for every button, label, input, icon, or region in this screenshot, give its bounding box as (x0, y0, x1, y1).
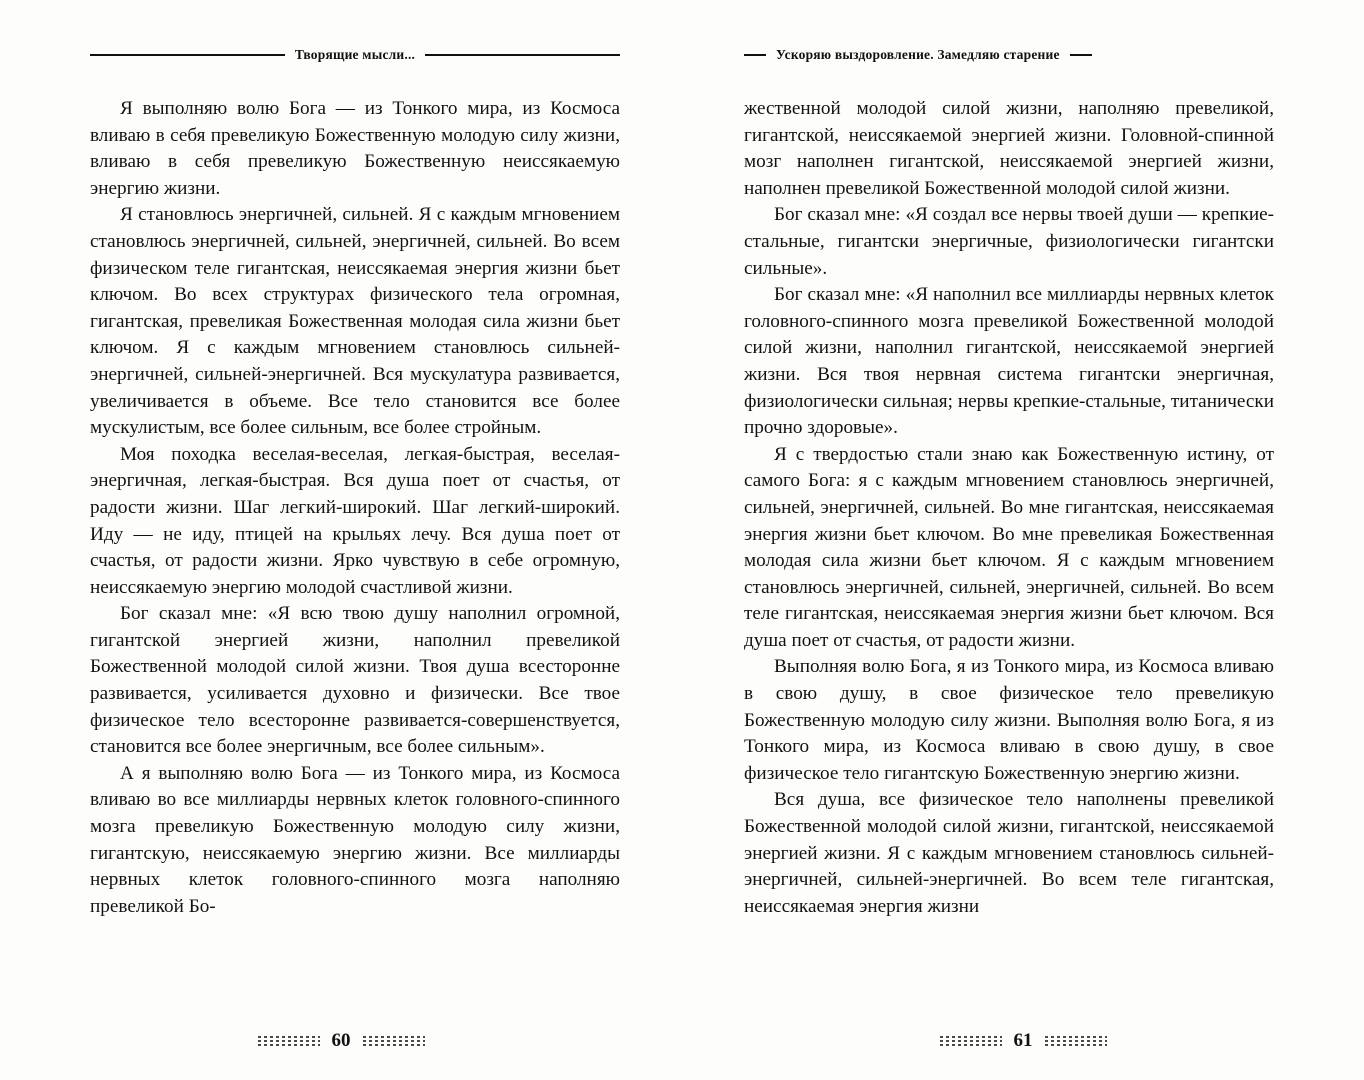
paragraph: Моя походка веселая-веселая, легкая-быстрая, веселая-энергичная, легкая-быстрая. Вся душа поет от счастья, от радости жизни. Шаг легкий-широкий. Шаг легкий-широкий. Иду — не иду, птицей на крыльях лечу. Вся душа поет от счастья, от радости жизни. Ярко чувствую в себе огромную, неиссякаемую энергию молодой счастливой жизни. (90, 443, 620, 598)
running-head-left-title: Творящие мысли... (294, 47, 416, 62)
paragraph: Я с твердостью стали знаю как Божественную истину, от самого Бога: я с каждым мгновением становлюсь энергичней, сильней, энергичней, сильней. Во мне гигантская, неиссякаемая энергия жизни бьет ключом. Во мне превеликая Божественная молодая сила жизни бьет ключом. Я с каждым мгновением становлюсь энергичней, сильней, энергичней, сильней. Во всем теле гигантская, неиссякаемая энергия жизни бьет ключом. Вся душа поет от счастья, от радости жизни. (744, 443, 1274, 651)
rule-right (1070, 54, 1092, 56)
paragraph: жественной молодой силой жизни, наполняю превеликой, гигантской, неиссякаемой энергией жизни. Головной-спинной мозг наполнен гигантской, неиссякаемой энергией жизни, наполнен превеликой Божественной молодой силой жизни. (744, 98, 1274, 199)
ornament-icon (940, 1034, 1002, 1048)
paragraph: Я выполняю волю Бога — из Тонкого мира, из Космоса вливаю в себя превеликую Божественную молодую силу жизни, вливаю в себя превеликую Божественную неиссякаемую энергию жизни. (90, 98, 620, 199)
right-page-body (744, 96, 1274, 920)
page-number: 61 (1013, 1030, 1033, 1051)
folio-right (682, 1030, 1364, 1052)
rule-left (90, 54, 285, 56)
paragraph: Выполняя волю Бога, я из Тонкого мира, из Космоса вливаю в свою душу, в свое физическое тело превеликую Божественную молодую силу жизни. Выполняя волю Бога, я из Тонкого мира, из Космоса вливаю в свою душу, в свое физическое тело гигантскую Божественную энергию жизни. (744, 656, 1274, 784)
paragraph: Бог сказал мне: «Я всю твою душу наполнил огромной, гигантской энергией жизни, наполнил превеликой Божественной молодой силой жизни. Твоя душа всесторонне развивается, усиливается духовно и физически. Все твое физическое тело всесторонне развивается-совершенствуется, становится все более энергичным, все более сильным». (90, 603, 620, 758)
running-head-right (744, 40, 1274, 70)
ornament-icon (1045, 1034, 1107, 1048)
paragraph: Бог сказал мне: «Я наполнил все миллиарды нервных клеток головного-спинного мозга превеликой Божественной молодой силой жизни, наполнил гигантской, неиссякаемой энергией жизни. Вся твоя нервная система гигантски энергичная, физиологически сильная; нервы крепкие-стальные, титанически прочно здоровые». (744, 284, 1274, 439)
rule-right (425, 54, 620, 56)
ornament-icon (363, 1034, 425, 1048)
folio-left (0, 1030, 682, 1052)
left-page-body (90, 96, 620, 920)
paragraph: Бог сказал мне: «Я создал все нервы твоей души — крепкие-стальные, гигантски энергичные, физиологически гигантски сильные». (744, 204, 1274, 279)
ornament-icon (258, 1034, 320, 1048)
running-head-left (90, 40, 620, 70)
running-head-right-title: Ускоряю выздоровление. Замедляю старение (776, 47, 1060, 62)
paragraph: А я выполняю волю Бога — из Тонкого мира, из Космоса вливаю во все миллиарды нервных клеток головного-спинного мозга превеликую Божественную молодую силу жизни, гигантскую, неиссякаемую энергию жизни. Все миллиарды нервных клеток головного-спинного мозга наполняю превеликой Бо- (90, 762, 620, 917)
rule-left (744, 54, 766, 56)
page-number: 60 (331, 1030, 351, 1051)
paragraph: Я становлюсь энергичней, сильней. Я с каждым мгновением становлюсь энергичней, сильней, энергичней, сильней. Во всем физическом теле гигантская, неиссякаемая энергия жизни бьет ключом. Во всех структурах физического тела огромная, гигантская, превеликая Божественная молодая сила жизни бьет ключом. Я с каждым мгновением становлюсь сильней-энергичней, сильней-энергичней. Вся мускулатура развивается, увеличивается в объеме. Все тело становится все более мускулистым, все более сильным, все более стройным. (90, 204, 620, 439)
paragraph: Вся душа, все физическое тело наполнены превеликой Божественной молодой силой жизни, гигантской, неиссякаемой энергией жизни. Я с каждым мгновением становлюсь сильней-энергичней, сильней-энергичней. Во всем теле гигантская, неиссякаемая энергия жизни (744, 789, 1274, 917)
right-page (682, 0, 1364, 1080)
